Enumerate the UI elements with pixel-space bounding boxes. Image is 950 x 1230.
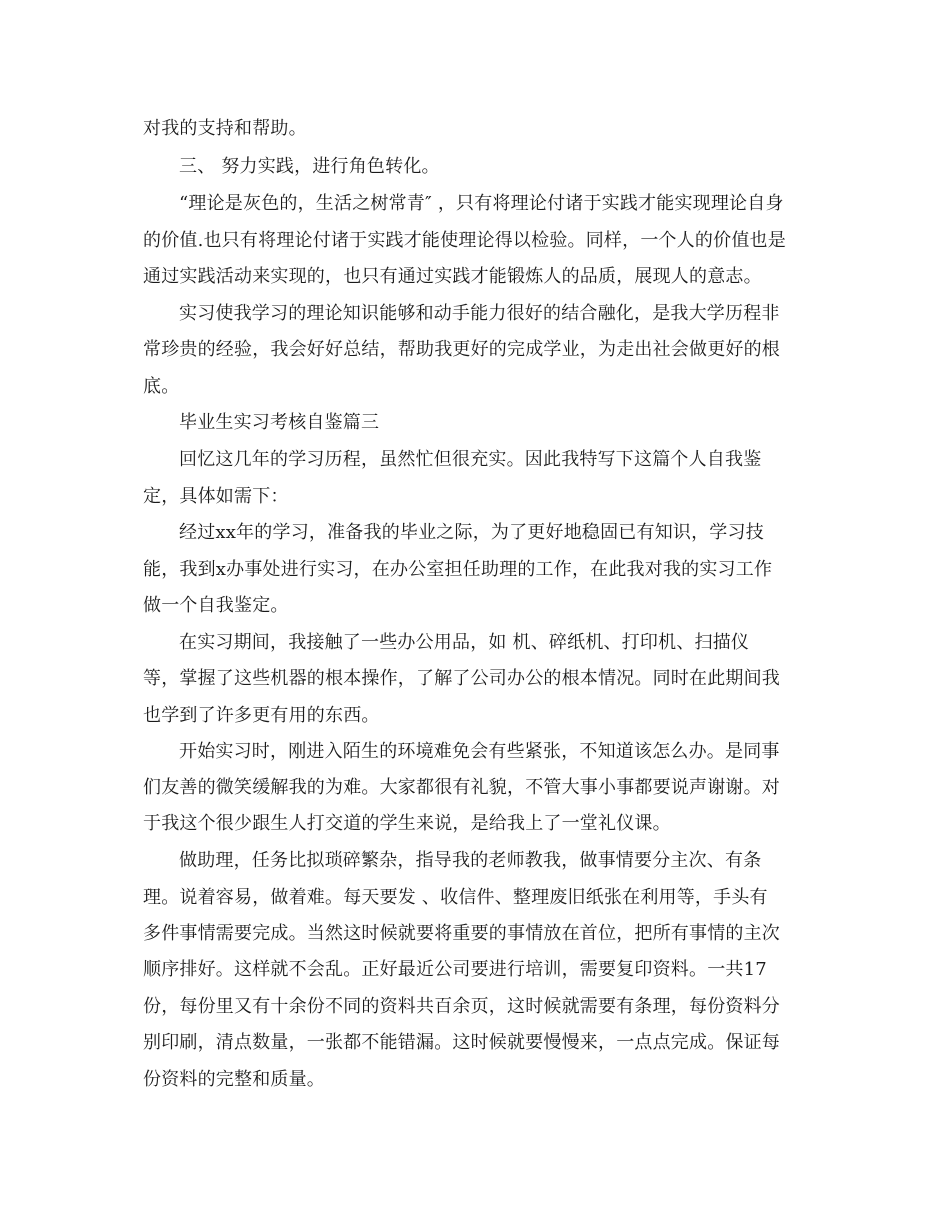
text-line: 份资料的完整和质量。 xyxy=(143,1069,325,1090)
text-line: 做一个自我鉴定。 xyxy=(143,595,289,616)
text-line: 常珍贵的经验，我会好好总结，帮助我更好的完成学业，为走出社会做更好的根 xyxy=(143,339,780,360)
text-line: 开始实习时，刚进入陌生的环境难免会有些紧张，不知道该怎么办。是同事 xyxy=(179,741,780,762)
text-line: “理论是灰色的，生活之树常青″ ，只有将理论付诸于实践才能实现理论自身 xyxy=(179,193,784,214)
text-line: 在实习期间，我接触了一些办公用品，如 机、碎纸机、打印机、扫描仪 xyxy=(179,632,750,653)
text-line: 等，掌握了这些机器的根本操作，了解了公司办公的根本情况。同时在此期间我 xyxy=(143,668,780,689)
text-line: 通过实践活动来实现的，也只有通过实践才能锻炼人的品质，展现人的意志。 xyxy=(143,266,762,287)
section-heading: 毕业生实习考核自鉴篇三 xyxy=(179,412,380,433)
text-line: 底。 xyxy=(143,376,180,397)
text-line: 的价值.也只有将理论付诸于实践才能使理论得以检验。同样，一个人的价值也是 xyxy=(143,230,786,251)
text-line: 多件事情需要完成。当然这时候就要将重要的事情放在首位，把所有事情的主次 xyxy=(143,923,780,944)
text-line: 们友善的微笑缓解我的为难。大家都很有礼貌，不管大事小事都要说声谢谢。对 xyxy=(143,777,780,798)
text-line: 实习使我学习的理论知识能够和动手能力很好的结合融化，是我大学历程非 xyxy=(179,303,780,324)
section-heading: 三、 努力实践，进行角色转化。 xyxy=(179,156,440,177)
text-line: 也学到了许多更有用的东西。 xyxy=(143,705,380,726)
text-line: 份，每份里又有十余份不同的资料共百余页，这时候就需要有条理，每份资料分 xyxy=(143,996,780,1017)
text-line: 定，具体如需下： xyxy=(143,486,289,507)
text-line: 回忆这几年的学习历程，虽然忙但很充实。因此我特写下这篇个人自我鉴 xyxy=(179,449,762,470)
text-line: 别印刷，清点数量，一张都不能错漏。这时候就要慢慢来，一点点完成。保证每 xyxy=(143,1032,780,1053)
text-line: 顺序排好。这样就不会乱。正好最近公司要进行培训，需要复印资料。一共17 xyxy=(143,959,767,980)
text-line: 能，我到x办事处进行实习，在办公室担任助理的工作，在此我对我的实习工作 xyxy=(143,559,773,580)
text-line: 做助理，任务比拟琐碎繁杂，指导我的老师教我，做事情要分主次、有条 xyxy=(179,850,762,871)
text-line: 经过xx年的学习，准备我的毕业之际，为了更好地稳固已有知识，学习技 xyxy=(179,522,764,543)
text-line: 对我的支持和帮助。 xyxy=(143,118,307,139)
text-line: 于我这个很少跟生人打交道的学生来说，是给我上了一堂礼仪课。 xyxy=(143,813,671,834)
text-line: 理。说着容易，做着难。每天要发 、收信件、整理废旧纸张在利用等，手头有 xyxy=(143,887,768,908)
